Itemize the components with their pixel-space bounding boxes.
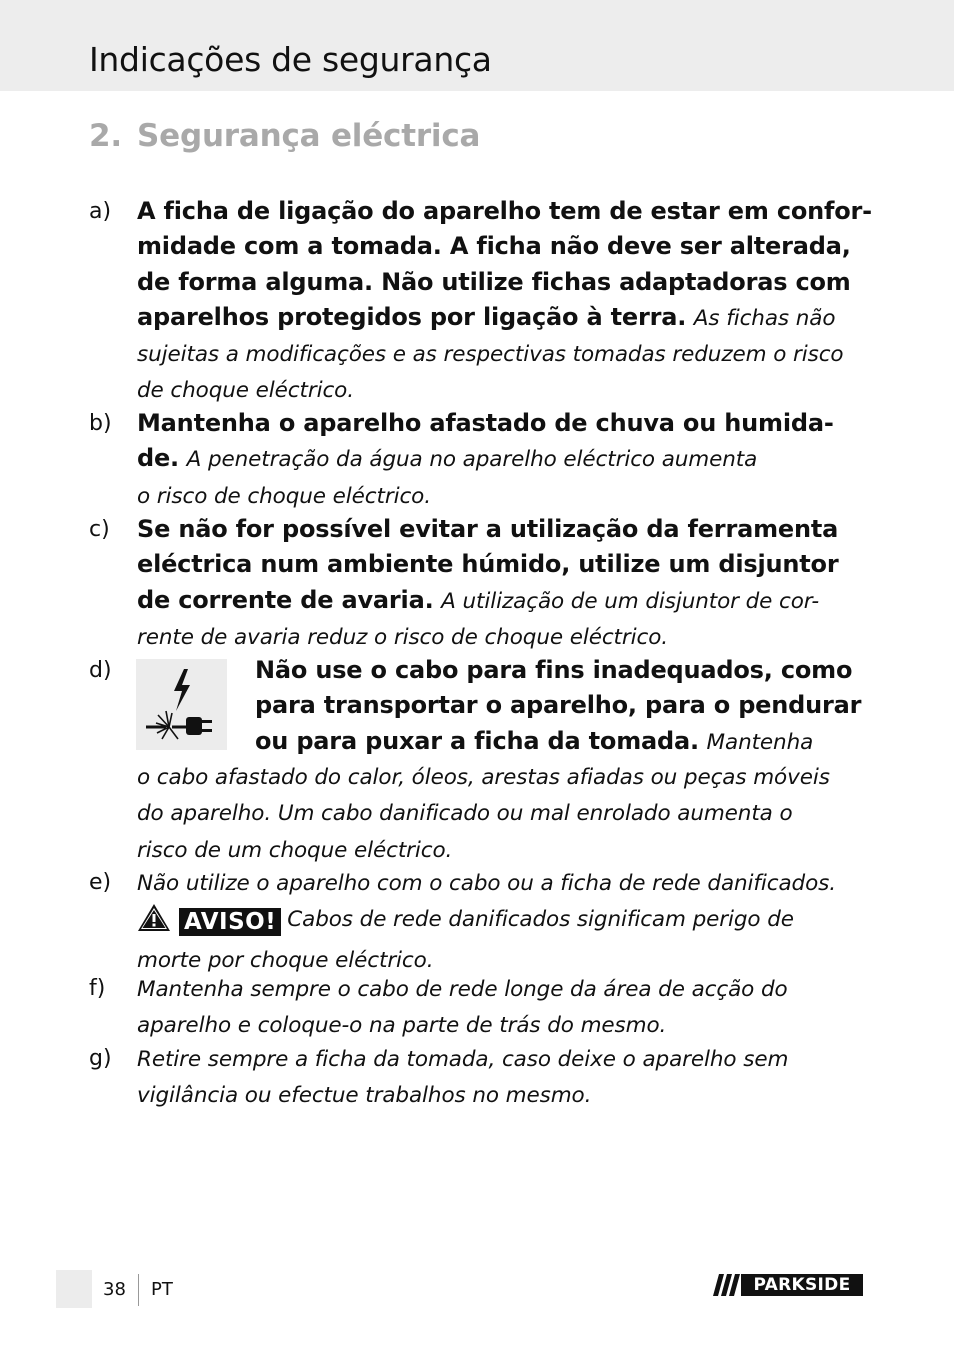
brand-stripes-icon — [713, 1274, 743, 1296]
brand-logo — [713, 1274, 863, 1296]
text-line: ou para puxar a ficha da tomada. Mantenha — [255, 726, 814, 755]
warning-badge: AVISO! — [179, 908, 281, 936]
text-line: para transportar o aparelho, para o pendurar — [255, 691, 862, 720]
text-line: Não utilize o aparelho com o cabo ou a ficha de rede danificados. — [137, 871, 836, 896]
text-line: Retire sempre a ficha da tomada, caso deixe o aparelho sem — [137, 1047, 789, 1072]
item-label-c: c) — [89, 517, 110, 542]
text-line: Mantenha o aparelho afastado de chuva ou humida- — [137, 409, 834, 437]
text-line: sujeitas a modificações e as respectivas tomadas reduzem o risco — [137, 342, 844, 368]
text-line: o cabo afastado do calor, óleos, arestas afiadas ou peças móveis — [137, 765, 830, 790]
item-label-e: e) — [89, 870, 112, 895]
item-label-g: g) — [89, 1046, 112, 1071]
language-code: PT — [151, 1279, 173, 1300]
text-line: A ficha de ligação do aparelho tem de estar em confor- — [137, 197, 872, 225]
item-b-text — [137, 406, 867, 514]
section-title: Segurança eléctrica — [137, 118, 481, 154]
item-d-text — [137, 759, 867, 868]
section-heading — [89, 118, 480, 154]
page-title: Indicações de segurança — [89, 40, 492, 79]
text-line: Mantenha sempre o cabo de rede longe da área de acção do — [137, 977, 788, 1002]
item-label-b: b) — [89, 411, 112, 436]
item-label-a: a) — [89, 199, 112, 224]
text-line: o risco de choque eléctrico. — [137, 483, 431, 509]
text-line: vigilância ou efectue trabalhos no mesmo. — [137, 1083, 592, 1109]
item-c-text — [137, 512, 867, 655]
text-line: Se não for possível evitar a utilização da ferramenta — [137, 515, 839, 543]
text-line: Não use o cabo para fins inadequados, como — [255, 656, 853, 684]
damaged-cable-shock-icon — [136, 659, 227, 750]
text-line: de corrente de avaria. A utilização de um disjuntor de cor- — [137, 585, 820, 614]
text-line: aparelho e coloque-o na parte de trás do mesmo. — [137, 1013, 667, 1039]
text-line: de. A penetração da água no aparelho eléctrico aumenta — [137, 444, 758, 473]
item-g-text — [137, 1041, 867, 1114]
text-line: de forma alguma. Não utilize fichas adaptadoras com — [137, 267, 851, 296]
warning-group — [137, 903, 281, 942]
footer-divider — [138, 1274, 139, 1306]
warning-triangle-icon — [137, 903, 171, 942]
brand-name: PARKSIDE — [741, 1274, 863, 1296]
footer-marker — [56, 1270, 92, 1308]
item-f-text — [137, 971, 867, 1044]
text-line: AVISO! Cabos de rede danificados significam perigo de — [137, 901, 867, 942]
text-line: morte por choque eléctrico. — [137, 947, 434, 973]
text-line: aparelhos protegidos por ligação à terra. As fichas não — [137, 302, 836, 331]
text-line: de choque eléctrico. — [137, 378, 354, 404]
text-line: midade com a tomada. A ficha não deve ser alterada, — [137, 232, 851, 261]
item-d-text-beside-icon — [255, 653, 875, 760]
item-label-d: d) — [89, 658, 112, 683]
item-e-text — [137, 865, 867, 978]
section-number: 2. — [89, 118, 122, 154]
text-line: eléctrica num ambiente húmido, utilize um disjuntor — [137, 550, 839, 579]
text-line: risco de um choque eléctrico. — [137, 837, 453, 863]
item-label-f: f) — [89, 976, 106, 1001]
page-number: 38 — [103, 1279, 126, 1300]
text-line: do aparelho. Um cabo danificado ou mal enrolado aumenta o — [137, 801, 793, 827]
text-line: rente de avaria reduz o risco de choque eléctrico. — [137, 624, 669, 650]
item-a-text — [137, 194, 872, 409]
